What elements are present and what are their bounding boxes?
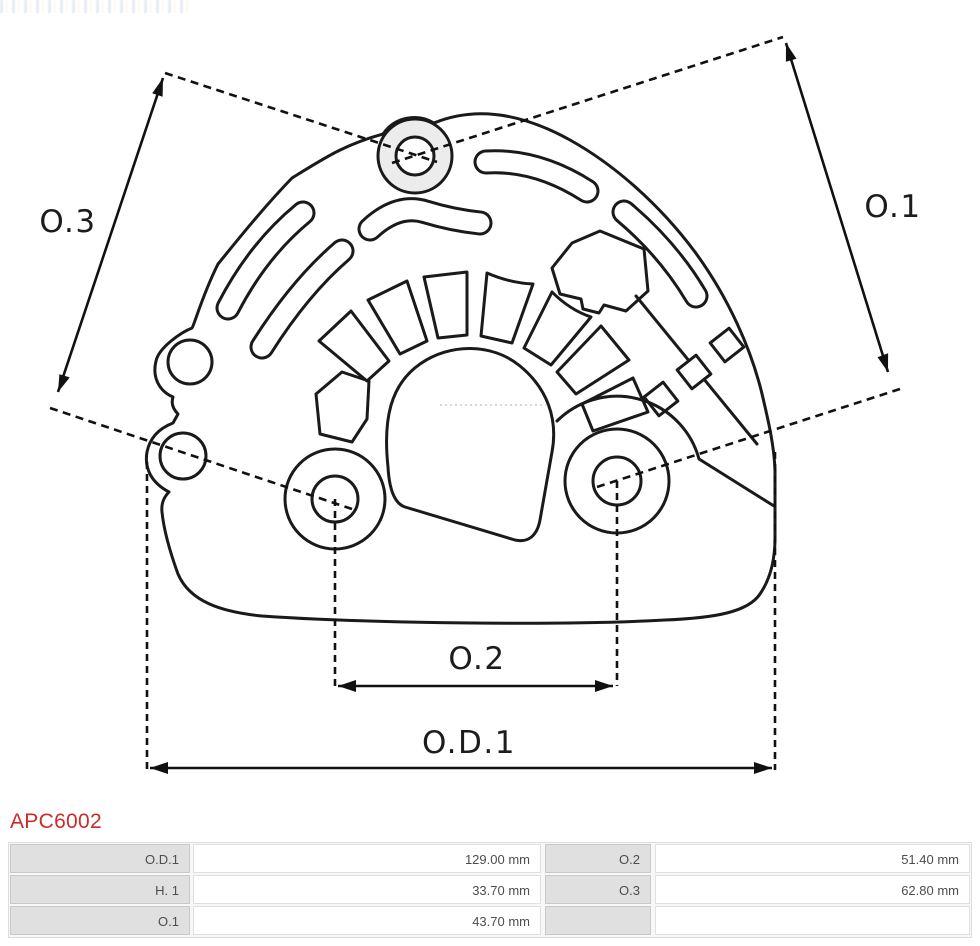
dim-label-od1: O.D.1 [422, 725, 516, 761]
spec-value-cell: 33.70 mm [193, 875, 541, 904]
left-lug-hole-top [168, 340, 212, 384]
table-row [10, 844, 970, 873]
ext-line-top-left [165, 73, 437, 162]
spec-value-cell [655, 906, 970, 935]
dim-label-o1: O.1 [864, 189, 922, 225]
spec-label-cell: O.1 [10, 906, 190, 935]
dim-label-o2: O.2 [448, 641, 506, 677]
spec-label-cell: O.2 [545, 844, 651, 873]
spec-label-cell: O.3 [545, 875, 651, 904]
table-row [10, 875, 970, 904]
spec-label-cell [545, 906, 651, 935]
spec-value-cell: 51.40 mm [655, 844, 970, 873]
spec-value-cell: 62.80 mm [655, 875, 970, 904]
dim-label-o3: O.3 [39, 204, 97, 240]
spec-value-cell: 129.00 mm [193, 844, 541, 873]
spec-value-cell: 43.70 mm [193, 906, 541, 935]
spec-label-cell: H. 1 [10, 875, 190, 904]
table-row [10, 906, 970, 935]
ext-line-top-right [392, 37, 783, 163]
left-lug-hole-bottom [160, 433, 206, 479]
spec-label-cell: O.D.1 [10, 844, 190, 873]
specs-table [8, 842, 972, 938]
part-number: APC6002 [10, 810, 102, 833]
